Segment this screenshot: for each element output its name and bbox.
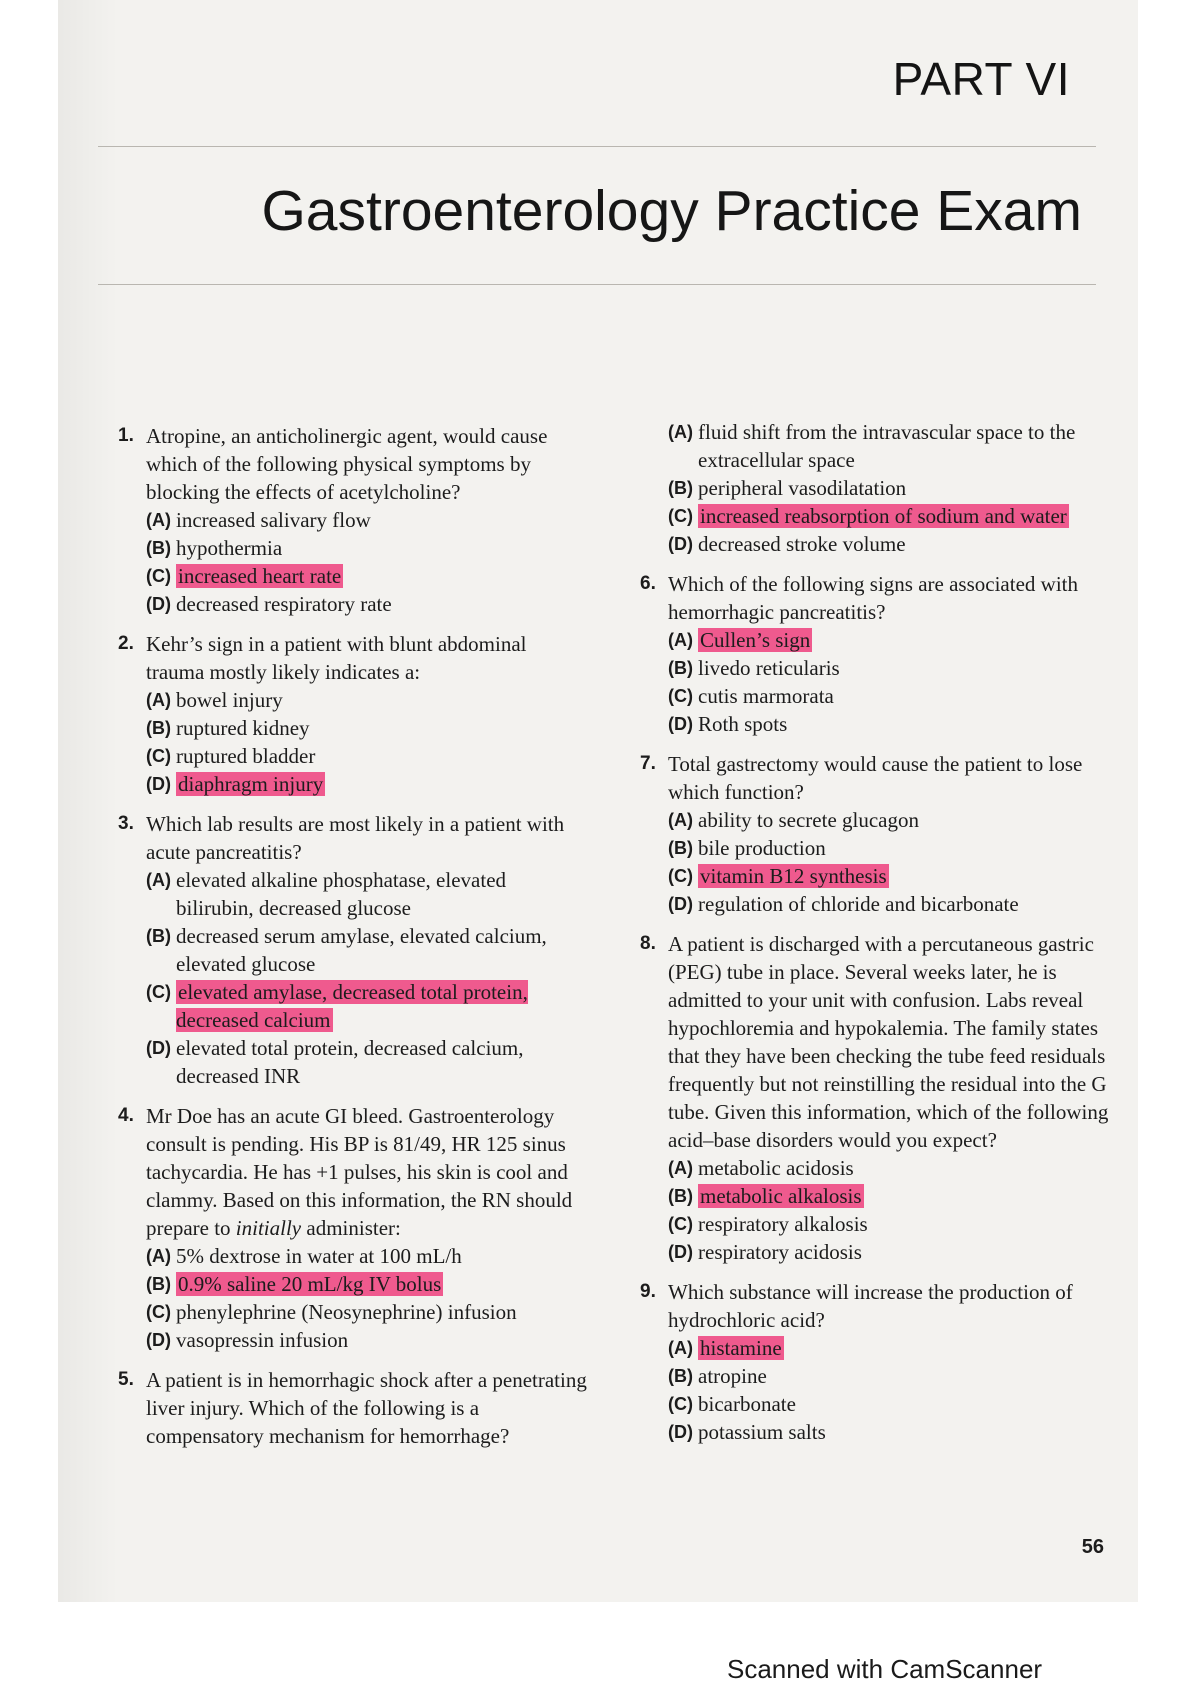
- option-c: [668, 682, 1130, 710]
- option-a: [146, 686, 588, 714]
- option-text: bicarbonate: [698, 1392, 796, 1416]
- highlighted-answer: diaphragm injury: [178, 772, 324, 796]
- option-letter: (B): [146, 718, 171, 738]
- option-text: elevated alkaline phosphatase, elevated bilirubin, decreased glucose: [176, 868, 507, 920]
- question-number: 8.: [640, 933, 656, 954]
- option-letter: (A): [146, 870, 171, 890]
- option-letter: (C): [146, 566, 171, 586]
- option-b: [146, 534, 588, 562]
- option-letter: (B): [146, 926, 171, 946]
- scanner-watermark: Scanned with CamScanner: [727, 1654, 1043, 1684]
- page-number: 56: [1081, 1536, 1104, 1558]
- option-text: cutis marmorata: [698, 684, 834, 708]
- option-letter: (C): [668, 1394, 693, 1414]
- option-text: bowel injury: [176, 688, 283, 712]
- option-text: ruptured bladder: [176, 744, 316, 768]
- option-b: [146, 714, 588, 742]
- option-text: decreased serum amylase, elevated calcium, elevated glucose: [176, 924, 547, 976]
- option-b: [146, 922, 588, 978]
- question-number: 4.: [118, 1105, 134, 1126]
- question-number: 9.: [640, 1281, 656, 1302]
- highlighted-answer: 0.9% saline 20 mL/kg IV bolus: [178, 1272, 442, 1296]
- option-c: [146, 1298, 588, 1326]
- question-7: [640, 750, 1130, 918]
- question-number: 1.: [118, 425, 134, 446]
- page-gutter-shadow: [58, 0, 118, 1602]
- left-column: [118, 422, 588, 1462]
- option-letter: (A): [668, 1158, 693, 1178]
- option-letter: (A): [146, 510, 171, 530]
- question-stem: [146, 1102, 588, 1242]
- option-text: hypothermia: [176, 536, 283, 560]
- option-d: [668, 1238, 1130, 1266]
- question-1: [118, 422, 588, 618]
- stem-text: administer:: [301, 1216, 401, 1240]
- question-number: 7.: [640, 753, 656, 774]
- option-letter: (B): [668, 478, 693, 498]
- question-number: 3.: [118, 813, 134, 834]
- option-letter: (D): [146, 774, 171, 794]
- question-number: 5.: [118, 1369, 134, 1390]
- option-letter: (A): [668, 630, 693, 650]
- option-letter: (C): [146, 1302, 171, 1322]
- option-b: [668, 474, 1130, 502]
- highlighted-answer: increased heart rate: [178, 564, 342, 588]
- question-stem: Which substance will increase the production of hydrochloric acid?: [668, 1280, 1073, 1332]
- question-stem: Which lab results are most likely in a patient with acute pancreatitis?: [146, 812, 565, 864]
- option-text: regulation of chloride and bicarbonate: [698, 892, 1019, 916]
- option-c: [146, 742, 588, 770]
- option-c: [146, 562, 588, 590]
- option-text: decreased stroke volume: [698, 532, 906, 556]
- title-rule-top: [98, 146, 1096, 147]
- option-letter: (D): [668, 1422, 693, 1442]
- option-letter: (D): [668, 534, 693, 554]
- option-text: livedo reticularis: [698, 656, 840, 680]
- option-a: [668, 418, 1130, 474]
- option-letter: (B): [668, 1366, 693, 1386]
- exam-title: Gastroenterology Practice Exam: [261, 179, 1082, 243]
- question-stem: A patient is discharged with a percutaneous gastric (PEG) tube in place. Several weeks later, he is admitted to your unit with confusion. Labs reveal hypochloremia and hypokalemia. The family states that they have been checking the tube feed residuals frequently but not reinstilling the residual into the G tube. Given this information, which of the following acid–base disorders would you expect?: [668, 932, 1109, 1152]
- option-text: respiratory alkalosis: [698, 1212, 868, 1236]
- option-letter: (D): [146, 1038, 171, 1058]
- option-c: [668, 1210, 1130, 1238]
- option-letter: (C): [668, 686, 693, 706]
- option-text: ability to secrete glucagon: [698, 808, 920, 832]
- option-letter: (C): [146, 982, 171, 1002]
- highlighted-answer: Cullen’s sign: [700, 628, 811, 652]
- option-letter: (A): [146, 1246, 171, 1266]
- highlighted-answer: metabolic alkalosis: [700, 1184, 862, 1208]
- option-text: atropine: [698, 1364, 767, 1388]
- option-letter: (B): [668, 1186, 693, 1206]
- question-3: [118, 810, 588, 1090]
- question-5: [118, 1366, 588, 1450]
- question-9: [640, 1278, 1130, 1446]
- stem-text: Mr Doe has an acute GI bleed. Gastroenterology consult is pending. His BP is 81/49, HR 125 sinus tachycardia. He has +1 pulses, his skin is cool and clammy. Based on this information, the RN should prepare to: [146, 1104, 573, 1240]
- option-letter: (D): [668, 1242, 693, 1262]
- option-text: peripheral vasodilatation: [698, 476, 907, 500]
- question-5-options: [640, 418, 1130, 558]
- option-letter: (B): [668, 658, 693, 678]
- option-text: elevated total protein, decreased calcium, decreased INR: [176, 1036, 524, 1088]
- option-letter: (C): [146, 746, 171, 766]
- question-stem: A patient is in hemorrhagic shock after a penetrating liver injury. Which of the following is a compensatory mechanism for hemorrhage?: [146, 1368, 587, 1448]
- option-text: potassium salts: [698, 1420, 826, 1444]
- question-4: [118, 1102, 588, 1354]
- option-letter: (C): [668, 506, 693, 526]
- title-rule-bottom: [98, 284, 1096, 285]
- option-c: [146, 978, 588, 1034]
- option-letter: (B): [146, 538, 171, 558]
- option-b: [668, 1362, 1130, 1390]
- option-b: [668, 834, 1130, 862]
- option-letter: (B): [668, 838, 693, 858]
- question-stem: Which of the following signs are associated with hemorrhagic pancreatitis?: [668, 572, 1078, 624]
- exam-page: [58, 0, 1138, 1602]
- option-letter: (A): [668, 810, 693, 830]
- option-letter: (C): [668, 1214, 693, 1234]
- option-c: [668, 1390, 1130, 1418]
- option-d: [146, 770, 588, 798]
- question-stem: Total gastrectomy would cause the patient to lose which function?: [668, 752, 1083, 804]
- option-letter: (D): [146, 1330, 171, 1350]
- option-d: [668, 530, 1130, 558]
- option-letter: (A): [668, 422, 693, 442]
- option-text: phenylephrine (Neosynephrine) infusion: [176, 1300, 517, 1324]
- part-label: PART VI: [892, 53, 1070, 105]
- option-letter: (D): [668, 894, 693, 914]
- option-b: [146, 1270, 588, 1298]
- option-d: [668, 710, 1130, 738]
- option-text: respiratory acidosis: [698, 1240, 862, 1264]
- option-a: [146, 866, 588, 922]
- question-6: [640, 570, 1130, 738]
- stem-emphasis: initially: [235, 1216, 302, 1240]
- right-column: [640, 418, 1130, 1458]
- option-text: 5% dextrose in water at 100 mL/h: [176, 1244, 462, 1268]
- question-number: 6.: [640, 573, 656, 594]
- option-text: vasopressin infusion: [176, 1328, 349, 1352]
- option-text: bile production: [698, 836, 826, 860]
- option-d: [146, 1326, 588, 1354]
- highlighted-answer: elevated amylase, decreased total protein, decreased calcium: [176, 980, 528, 1032]
- option-letter: (C): [668, 866, 693, 886]
- option-text: fluid shift from the intravascular space to the extracellular space: [698, 420, 1076, 472]
- option-text: Roth spots: [698, 712, 788, 736]
- option-d: [146, 590, 588, 618]
- option-a: [668, 806, 1130, 834]
- question-2: [118, 630, 588, 798]
- option-c: [668, 502, 1130, 530]
- highlighted-answer: histamine: [700, 1336, 782, 1360]
- option-text: decreased respiratory rate: [176, 592, 392, 616]
- option-letter: (A): [668, 1338, 693, 1358]
- option-a: [146, 1242, 588, 1270]
- question-stem: Atropine, an anticholinergic agent, would cause which of the following physical symptoms by blocking the effects of acetylcholine?: [146, 424, 548, 504]
- option-c: [668, 862, 1130, 890]
- option-letter: (B): [146, 1274, 171, 1294]
- question-number: 2.: [118, 633, 134, 654]
- option-d: [146, 1034, 588, 1090]
- option-text: metabolic acidosis: [698, 1156, 854, 1180]
- option-text: increased salivary flow: [176, 508, 371, 532]
- option-a: [668, 1334, 1130, 1362]
- option-a: [146, 506, 588, 534]
- question-8: [640, 930, 1130, 1266]
- option-letter: (D): [668, 714, 693, 734]
- option-letter: (A): [146, 690, 171, 710]
- option-b: [668, 1182, 1130, 1210]
- option-d: [668, 890, 1130, 918]
- highlighted-answer: increased reabsorption of sodium and water: [700, 504, 1067, 528]
- question-stem: Kehr’s sign in a patient with blunt abdominal trauma mostly likely indicates a:: [146, 632, 527, 684]
- option-b: [668, 654, 1130, 682]
- highlighted-answer: vitamin B12 synthesis: [700, 864, 887, 888]
- option-d: [668, 1418, 1130, 1446]
- option-letter: (D): [146, 594, 171, 614]
- option-a: [668, 1154, 1130, 1182]
- option-text: ruptured kidney: [176, 716, 310, 740]
- option-a: [668, 626, 1130, 654]
